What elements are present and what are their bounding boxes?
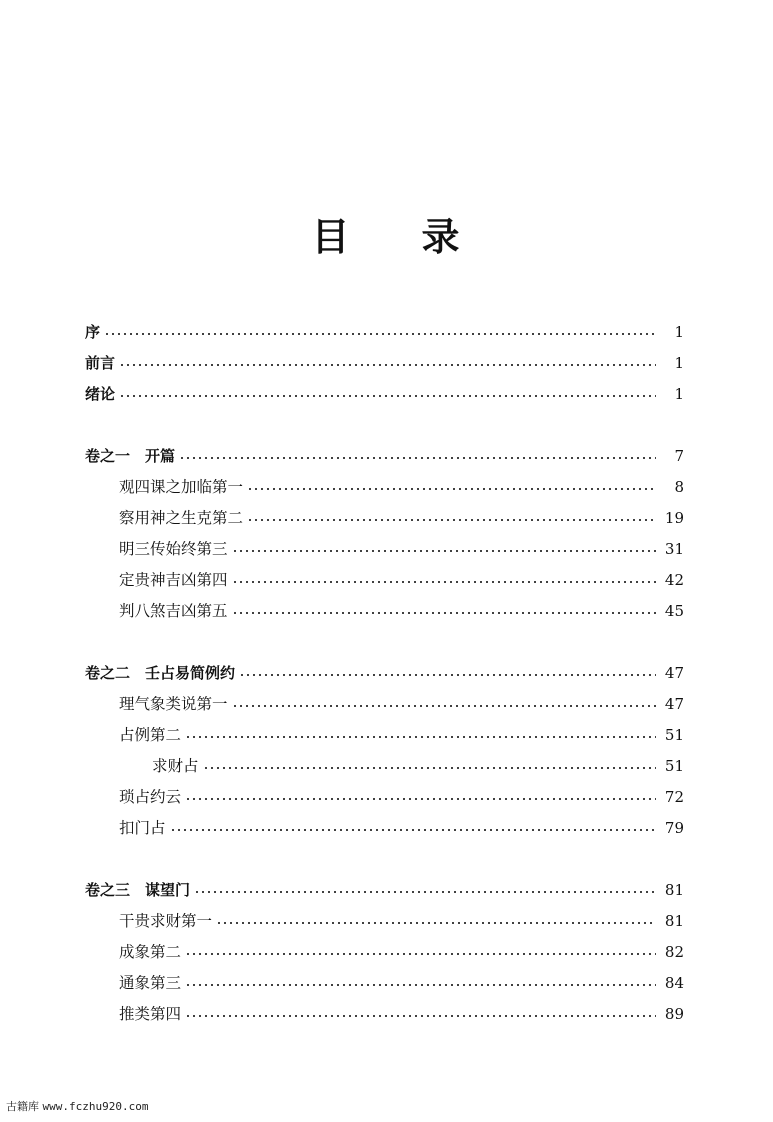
footer-watermark [6,1098,148,1114]
toc-entry-page: 7 [674,447,684,465]
toc-entry[interactable] [0,380,684,404]
toc-entry-page: 42 [664,571,684,589]
toc-entry[interactable] [0,1000,684,1024]
toc-entry[interactable] [0,535,684,559]
toc-entry-label: 卷之二 壬占易简例约 [85,664,236,682]
toc-entry-label: 干贵求财第一 [119,912,213,930]
toc-entry-label: 通象第三 [119,974,182,992]
leader-dots [232,579,656,585]
toc-entry[interactable] [0,938,684,962]
toc-entry[interactable] [0,566,684,590]
toc-entry-label: 卷之一 开篇 [85,447,176,465]
toc-entry[interactable] [0,814,684,838]
leader-dots [185,951,656,957]
toc-entry[interactable] [0,876,684,900]
toc-entry[interactable] [0,969,684,993]
toc-entry-page: 84 [664,974,684,992]
toc-entry-label: 绪论 [85,385,116,403]
leader-dots [247,517,656,523]
toc-entry-label: 求财占 [152,757,199,775]
toc-entry[interactable] [0,473,684,497]
toc-entry-page: 47 [664,695,684,713]
leader-dots [185,734,656,740]
leader-dots [216,920,656,926]
toc-entry-page: 81 [664,912,684,930]
toc-entry-page: 31 [664,540,684,558]
toc-entry-page: 1 [674,385,684,403]
toc-entry-page: 89 [664,1005,684,1023]
toc-entry-page: 1 [674,323,684,341]
toc-entry[interactable] [0,349,684,373]
toc-entry-label: 卷之三 谋望门 [85,881,191,899]
toc-entry[interactable] [0,597,684,621]
leader-dots [239,672,656,678]
toc-entry-page: 82 [664,943,684,961]
leader-dots [185,982,656,988]
footer-url[interactable]: www.fczhu920.com [42,1100,149,1113]
toc-entry-page: 47 [664,664,684,682]
footer-site-name: 古籍库 [6,1100,39,1113]
toc-entry[interactable] [0,907,684,931]
toc-entry-label: 明三传始终第三 [119,540,228,558]
toc-entry[interactable] [0,721,684,745]
toc-entry-page: 79 [664,819,684,837]
leader-dots [247,486,656,492]
leader-dots [232,548,656,554]
toc-entry-page: 1 [674,354,684,372]
leader-dots [185,796,656,802]
toc-entry[interactable] [0,783,684,807]
toc-entry[interactable] [0,442,684,466]
toc-entry-page: 81 [664,881,684,899]
toc-entry-label: 扣门占 [119,819,166,837]
toc-entry-page: 45 [664,602,684,620]
leader-dots [179,455,656,461]
toc-entry-label: 琐占约云 [119,788,182,806]
toc-entry-page: 51 [664,757,684,775]
leader-dots [232,703,656,709]
toc-entry-label: 推类第四 [119,1005,182,1023]
leader-dots [119,393,656,399]
toc-entry-label: 前言 [85,354,116,372]
leader-dots [203,765,656,771]
toc-entry-label: 序 [85,323,101,341]
toc-entry-label: 判八煞吉凶第五 [119,602,228,620]
toc-entry-label: 观四课之加临第一 [119,478,244,496]
title-char-2: 录 [421,214,462,259]
leader-dots [119,362,656,368]
leader-dots [232,610,656,616]
toc-entry-label: 理气象类说第一 [119,695,228,713]
toc-entry[interactable] [0,318,684,342]
toc-entry[interactable] [0,690,684,714]
toc-entry-page: 19 [664,509,684,527]
toc-entry-page: 51 [664,726,684,744]
toc-entry-page: 8 [674,478,684,496]
title-char-1: 目 [311,214,352,259]
toc-entry[interactable] [0,504,684,528]
leader-dots [170,827,656,833]
leader-dots [194,889,656,895]
toc-entry-label: 察用神之生克第二 [119,509,244,527]
toc-entry-page: 72 [664,788,684,806]
toc-entry-label: 成象第二 [119,943,182,961]
toc-entry[interactable] [0,752,684,776]
toc-entry-label: 定贵神吉凶第四 [119,571,228,589]
leader-dots [104,331,656,337]
toc-entry[interactable] [0,659,684,683]
toc-entry-label: 占例第二 [119,726,182,744]
leader-dots [185,1013,656,1019]
